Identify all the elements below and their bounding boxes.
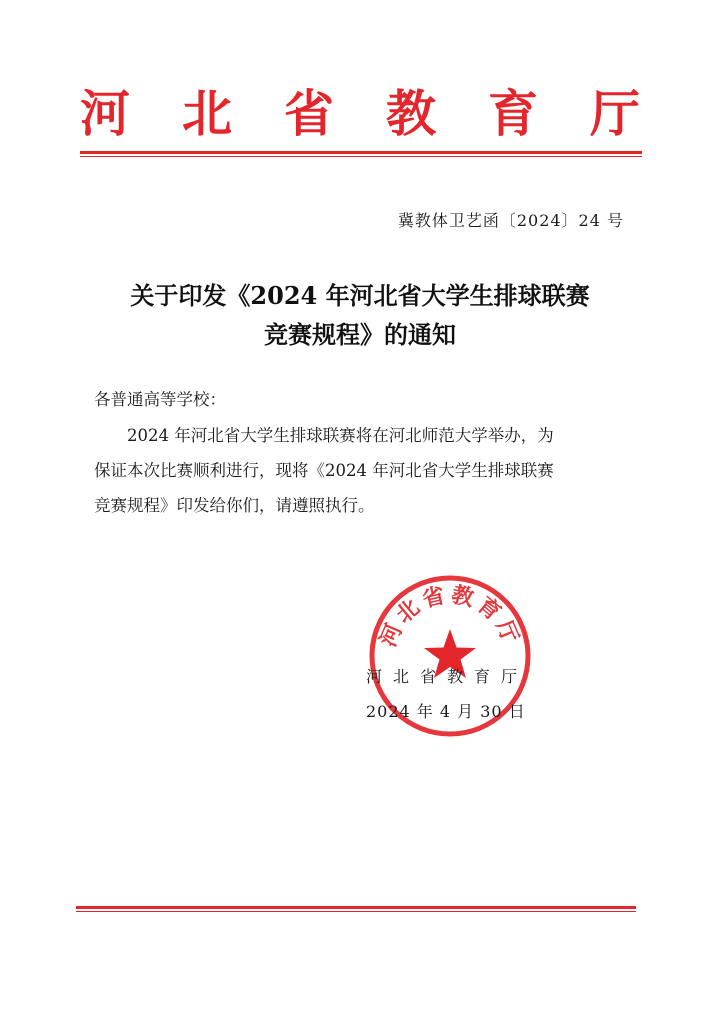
signature-date: 2024 年 4 月 30 日	[366, 702, 526, 721]
document-number: 冀教体卫艺函〔2024〕24 号	[397, 211, 624, 230]
top-rule-thick	[80, 151, 642, 154]
body-line-3: 竞赛规程》印发给你们，请遵照执行。	[94, 496, 375, 515]
top-rule-thin	[80, 156, 642, 157]
masthead-char-4: 教	[386, 84, 436, 143]
salutation: 各普通高等学校：	[94, 390, 226, 409]
body-line-1: 2024 年河北省大学生排球联赛将在河北师范大学举办，为	[94, 426, 554, 445]
masthead-char-6: 厅	[590, 84, 640, 143]
bottom-rule-thin	[76, 911, 636, 912]
masthead-char-2: 北	[182, 84, 232, 143]
masthead-char-1: 河	[80, 84, 130, 143]
masthead-char-5: 育	[488, 84, 538, 143]
masthead	[80, 84, 640, 144]
signature-organization: 河北省教育厅	[366, 667, 529, 686]
masthead-char-3: 省	[284, 84, 334, 143]
bottom-rule-thick	[76, 906, 636, 909]
document-title-line-2: 竞赛规程》的通知	[264, 320, 456, 349]
document-title-line-1: 关于印发《2024 年河北省大学生排球联赛	[130, 281, 590, 310]
seal-text: 河北省教育厅	[375, 582, 525, 651]
body-line-2: 保证本次比赛顺利进行，现将《2024 年河北省大学生排球联赛	[94, 461, 554, 480]
